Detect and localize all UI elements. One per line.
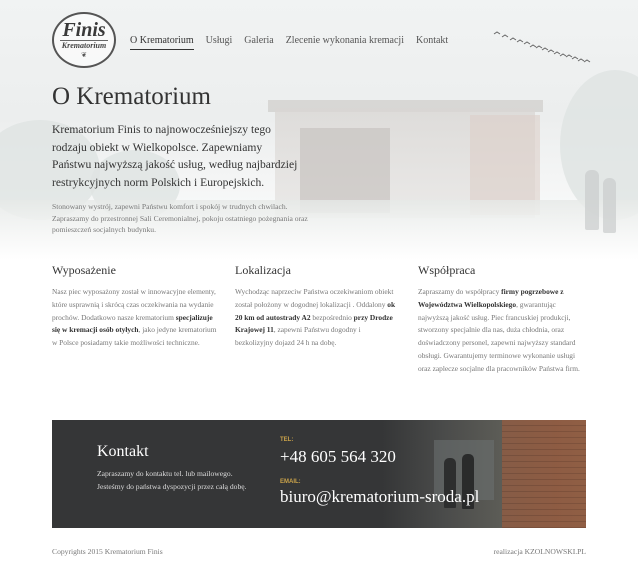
text-part: Nasz piec wyposażony został w innowacyjne elementy, które usprawnią i skrócą czas oczekiwania na wydanie prochów. Dodatkowo nasze krematorium	[52, 287, 216, 322]
email-label: EMAIL:	[280, 479, 301, 485]
text-part: , gwarantując najwyższą jakość usług. Piec francuskiej produkcji, stworzony specjalnie dla nas, duża chłodnia, oraz doświadczony personel, zapewni najwyższy standard obsługi. Gwarantujemy terminowe wykonanie usługi oraz zaplecze socjalne dla pracowników Państwa firm.	[418, 299, 580, 373]
contact-photo	[382, 420, 586, 528]
birds-icon	[492, 28, 592, 68]
main-nav	[130, 35, 448, 50]
text-part: Wychodząc naprzeciw Państwa oczekiwaniom obiekt został położony w dogodnej lokalizacji . Oddalony	[235, 287, 394, 309]
contact-panel	[52, 420, 586, 528]
contact-title: Kontakt	[97, 443, 149, 460]
nav-item-zlecenie[interactable]: Zlecenie wykonania kremacji	[285, 35, 404, 46]
nav-item-o-krematorium[interactable]: O Krematorium	[130, 35, 194, 50]
logo-subtitle: Krematorium	[61, 41, 107, 50]
text-part: , zapewni Państwu dogodny i bezkolizyjny dojazd 24 h na dobę.	[235, 325, 361, 348]
contact-text: Zapraszamy do kontaktu tel. lub mailowego. Jesteśmy do państwa dyspozycji przez całą dobę.	[97, 469, 247, 491]
lead-paragraph: Krematorium Finis to najnowocześniejszy tego rodzaju obiekt w Wielkopolsce. Zapewniamy Państwu najwyższą jakość usług, według najbardziej restrykcyjnych norm Polskich i Europejskich.	[52, 123, 298, 189]
logo-ornament-icon: ❦	[81, 51, 87, 59]
email-link[interactable]: biuro@krematorium-sroda.pl	[280, 487, 480, 506]
column-text	[52, 286, 217, 350]
column-title: Współpraca	[418, 263, 476, 277]
column-title: Lokalizacja	[235, 263, 291, 277]
column-title: Wyposażenie	[52, 263, 116, 277]
page-title: O Krematorium	[52, 83, 211, 110]
bold-part: specjalizuje się w kremacji osób otyłych	[52, 312, 213, 335]
column-text	[235, 286, 400, 350]
logo-name: Finis	[62, 19, 106, 41]
nav-item-uslugi[interactable]: Usługi	[205, 35, 233, 46]
column-text	[418, 286, 583, 376]
column-wspolpraca	[418, 262, 583, 376]
text-part: , jako jedyne krematorium w Polsce posiadamy takie możliwości techniczne.	[52, 325, 217, 348]
bold-part: przy Drodze Krajowej 11	[235, 312, 393, 335]
nav-item-kontakt[interactable]: Kontakt	[415, 35, 449, 46]
column-wyposazenie	[52, 262, 217, 350]
bold-part: ok 20 km od autostrady A2	[235, 299, 396, 322]
credit-link[interactable]: realizacja KZOLNOWSKI.PL	[493, 547, 586, 556]
column-lokalizacja	[235, 262, 400, 350]
logo[interactable]	[52, 12, 116, 68]
text-part: Zapraszamy do współpracy	[418, 287, 502, 296]
text-part: bezpośrednio	[310, 312, 354, 322]
tel-label: TEL:	[280, 437, 294, 443]
copyright: Copyrights 2015 Krematorium Finis	[52, 547, 163, 556]
phone-link[interactable]: +48 605 564 320	[280, 447, 396, 466]
bold-part: firmy pogrzebowe z Województwa Wielkopolskiego	[418, 287, 564, 309]
intro-paragraph: Stonowany wystrój, zapewni Państwu komfort i spokój w trudnych chwilach. Zapraszamy do przestronnej Sali Ceremonialnej, pokoju ostatniego pożegnania oraz pomieszczeń socjalnych budynku.	[52, 202, 308, 234]
nav-item-galeria[interactable]: Galeria	[244, 35, 274, 46]
